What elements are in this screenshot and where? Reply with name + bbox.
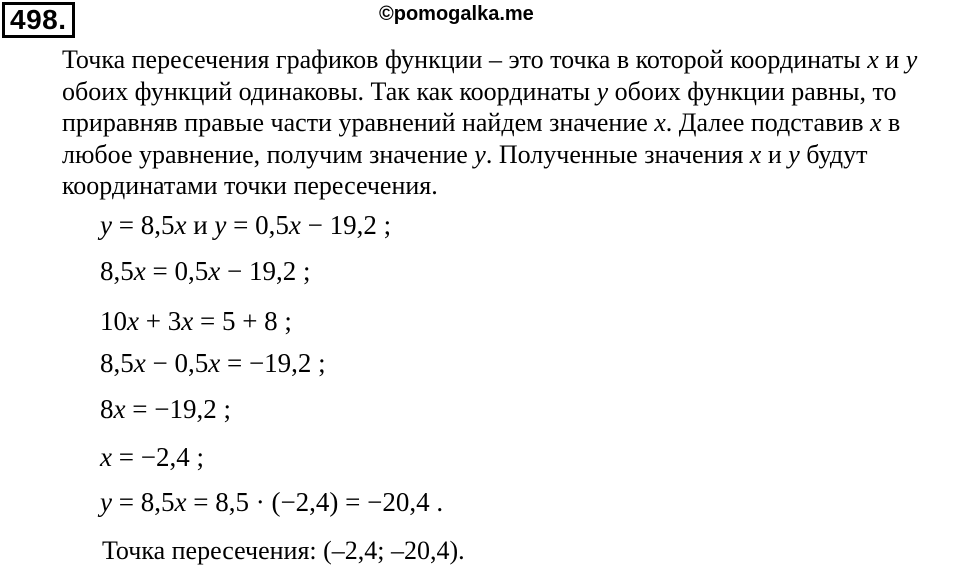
variable: x [113,394,126,424]
equation-line: 8,5x = 0,5x − 19,2 ; [100,256,311,286]
variable: y [788,139,800,169]
equation-line: x = −2,4 ; [100,442,204,472]
variable: x [654,108,666,137]
explanation-paragraph [62,44,960,202]
equation-line: 8x = −19,2 ; [100,394,231,424]
variable: y [100,210,112,240]
paragraph-line: обоих функций одинаковы. Так как координаты y обоих функции равны, то [62,76,897,106]
paragraph-line: Точка пересечения графиков функции – это точка в которой координаты x и y [62,45,918,74]
variable: y [905,45,918,74]
equation-line: 8,5x − 0,5x = −19,2 ; [100,348,326,378]
equation-line: y = 8,5x = 8,5 · (−2,4) = −20,4 . [100,487,444,517]
variable: x [174,210,187,240]
variable: x [133,348,146,378]
variable: x [127,306,139,336]
variable: x [208,348,221,378]
variable: x [208,256,221,286]
variable: x [867,45,879,74]
variable: x [174,487,187,517]
equation-line: 10x + 3x = 5 + 8 ; [100,306,292,336]
variable: x [288,210,301,240]
problem-number: 498. [2,2,75,38]
paragraph-line: любое уравнение, получим значение y. Полученные значения x и y будут [62,139,868,169]
variable: x [749,139,762,169]
variable: x [133,256,146,286]
variable: x [181,306,194,336]
variable: y [214,210,227,240]
variable: x [869,108,882,137]
variable: y [596,76,609,106]
watermark: ©pomogalka.me [379,3,534,25]
paragraph-line: координатами точки пересечения. [62,171,438,200]
equation-line: y = 8,5x и y = 0,5x − 19,2 ; [100,210,392,240]
paragraph-line: приравняв правые части уравнений найдем значение x. Далее подставив x в [62,108,901,137]
variable: y [100,487,112,517]
answer-line: Точка пересечения: (–2,4; –20,4). [102,536,465,565]
variable: x [100,442,112,472]
variable: y [474,139,486,169]
